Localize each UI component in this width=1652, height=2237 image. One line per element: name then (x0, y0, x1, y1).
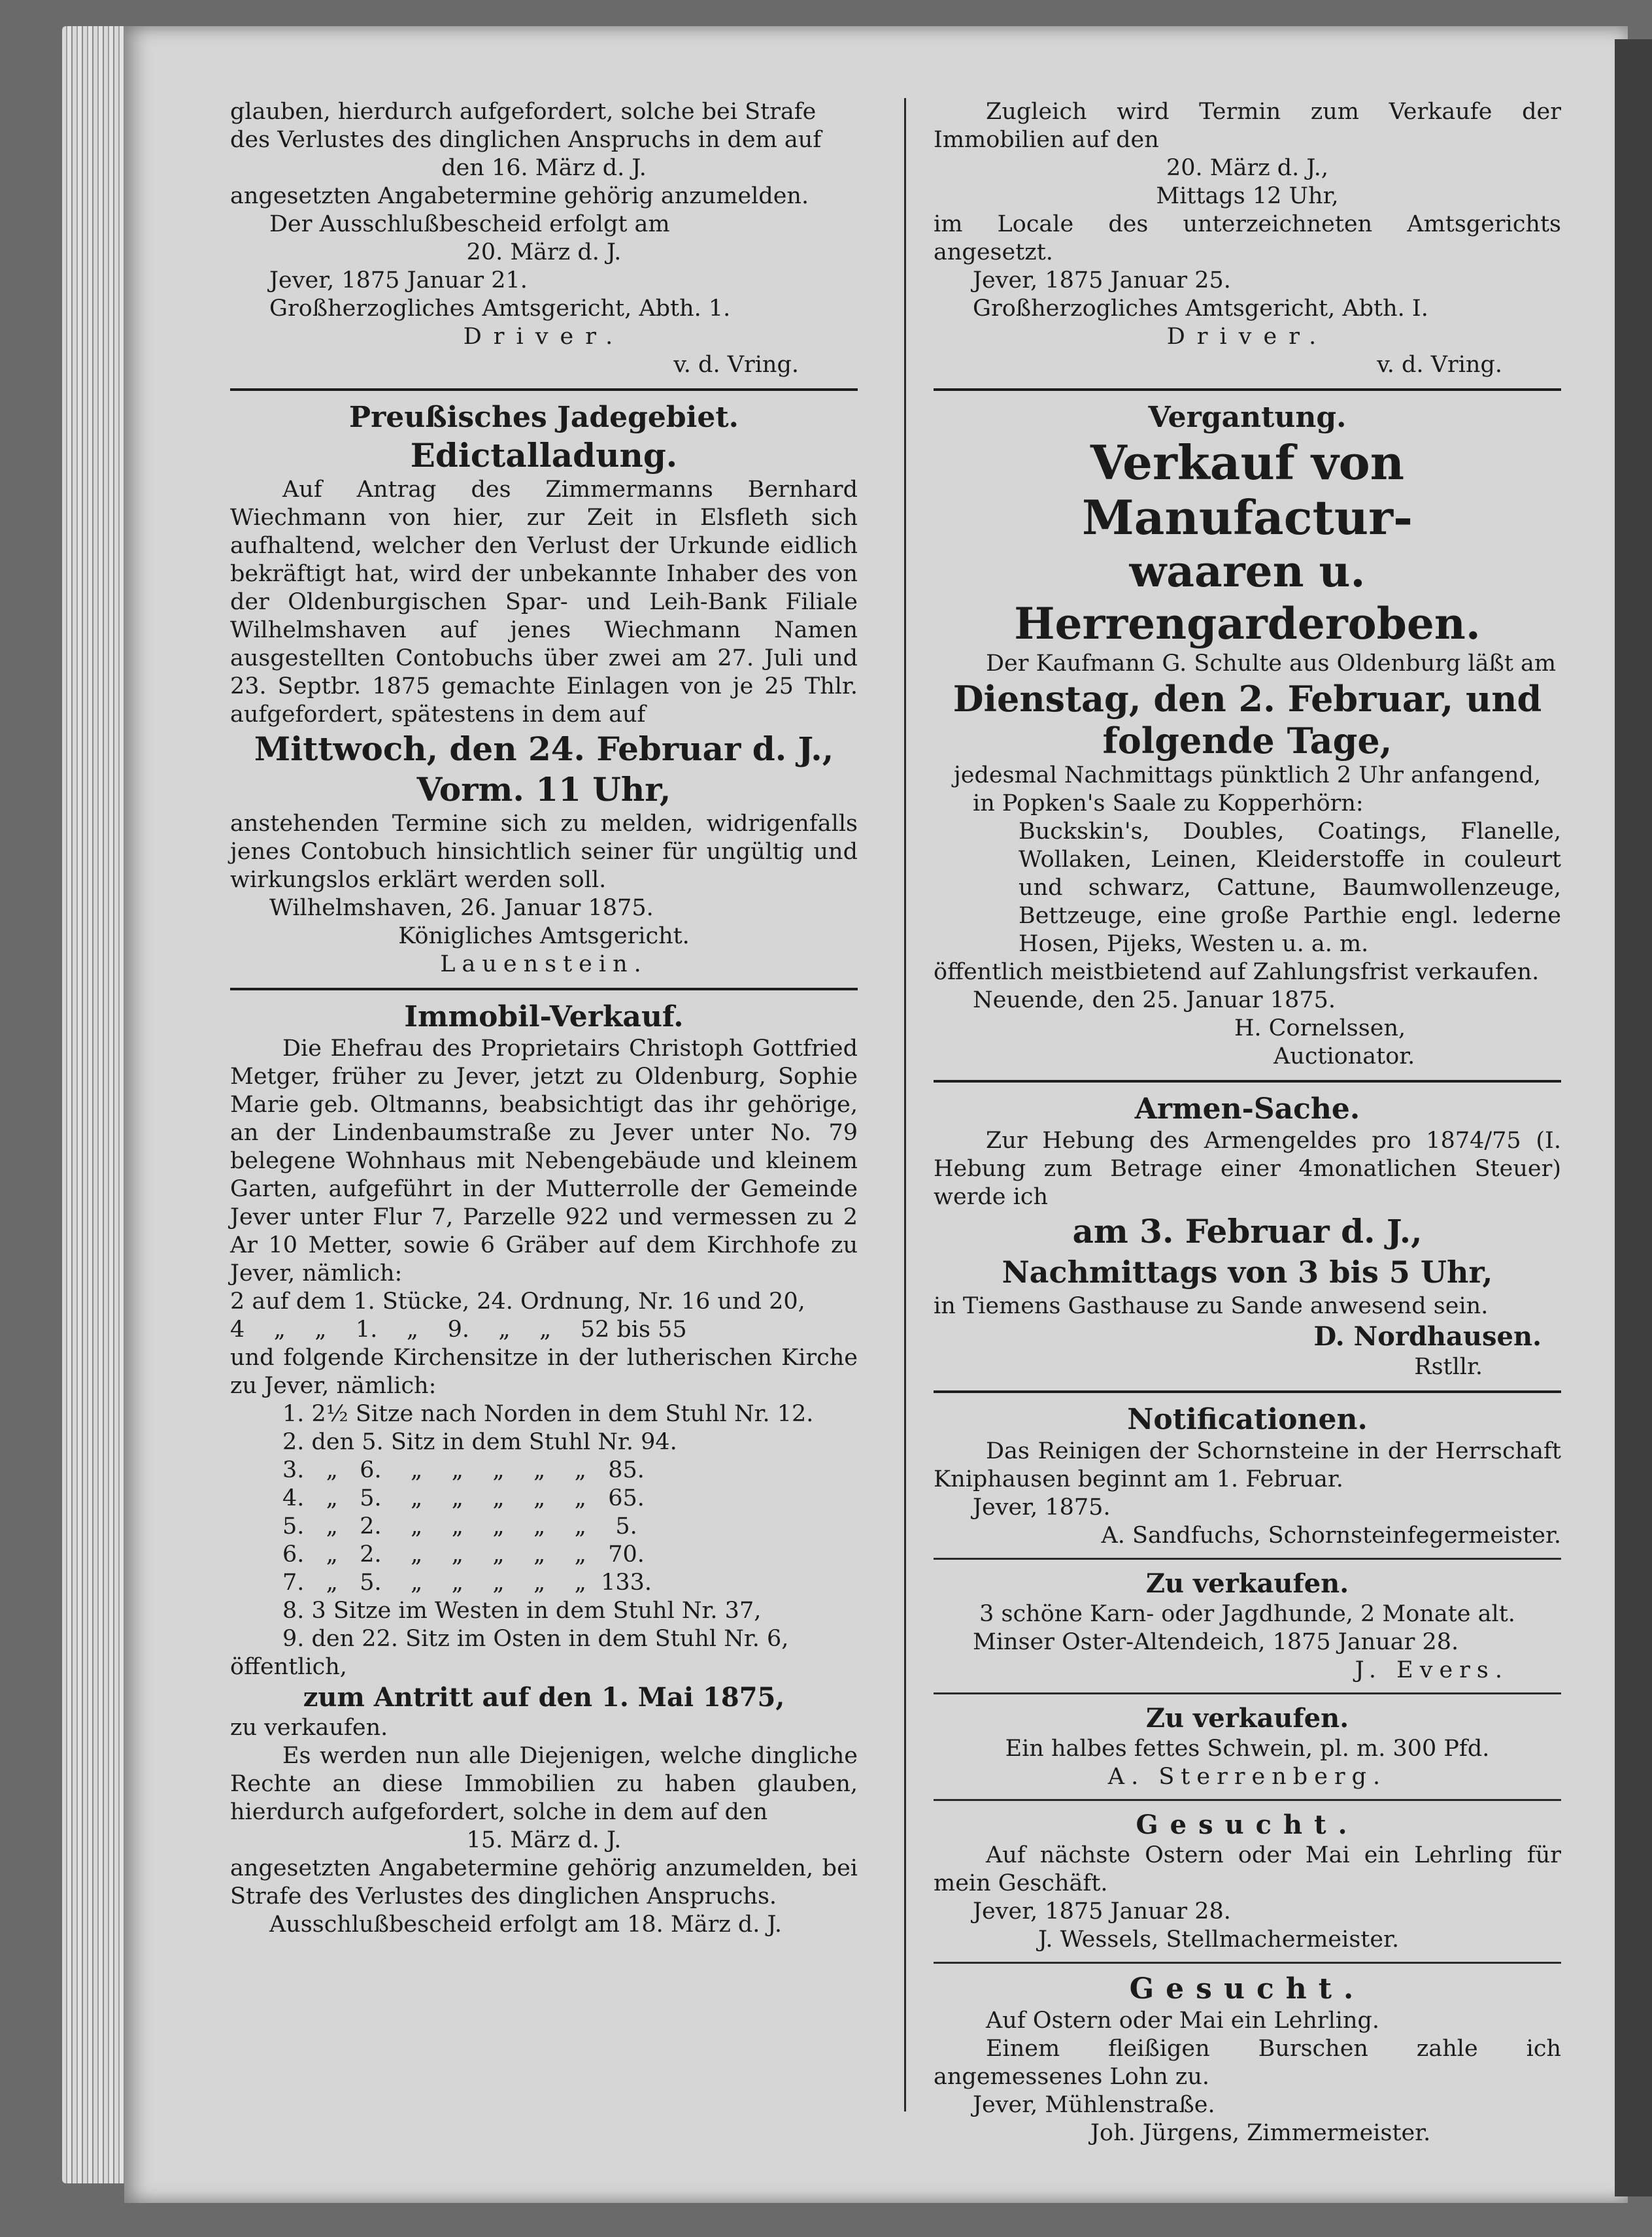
time-line: jedesmal Nachmittags pünktlich 2 Uhr anfangend, (953, 762, 1542, 788)
place-date: Jever, 1875 Januar 28. (973, 1898, 1231, 1925)
left-column (230, 98, 858, 1939)
text-line: öffentlich meistbietend auf Zahlungsfrist verkaufen. (934, 959, 1540, 985)
ad-date: zum Antritt auf den 1. Mai 1875, (303, 1682, 785, 1713)
signature: v. d. Vring. (1377, 352, 1502, 378)
list-item: 9. den 22. Sitz im Osten in dem Stuhl Nr. 6, (282, 1626, 789, 1652)
ad-body: Einem fleißigen Burschen zahle ich angemessenes Lohn zu. (934, 2036, 1561, 2090)
court-name: Großherzogliches Amtsgericht, Abth. I. (973, 295, 1428, 322)
list-item: 4. „ 5. „ „ „ „ „ 65. (282, 1485, 645, 1511)
place-date: Minser Oster-Altendeich, 1875 Januar 28. (973, 1629, 1459, 1655)
ad-title: Gesucht. (1129, 1972, 1366, 2006)
ad-body: Auf Ostern oder Mai ein Lehrling. (986, 2008, 1380, 2034)
ad-time: Vorm. 11 Uhr, (416, 770, 671, 809)
list-item: 2. den 5. Sitz in dem Stuhl Nr. 94. (282, 1429, 677, 1455)
place-date: Wilhelmshaven, 26. Januar 1875. (269, 895, 654, 921)
ad-body: Auf nächste Ostern oder Mai ein Lehrling für mein Geschäft. (934, 1842, 1561, 1896)
text-line: Ausschlußbescheid erfolgt am 18. März d. J. (269, 1911, 782, 1938)
ad-body: angesetzten Angabetermine gehörig anzumelden, bei Strafe des Verlustes des dinglichen Anspruchs. (230, 1855, 858, 1909)
text-line: glauben, hierdurch aufgefordert, solche bei Strafe (230, 99, 817, 125)
list-item: 6. „ 2. „ „ „ „ „ 70. (282, 1541, 645, 1568)
ad-time: Nachmittags von 3 bis 5 Uhr, (1002, 1254, 1493, 1290)
place-date: Jever, 1875. (973, 1494, 1111, 1521)
ad-heading: Vergantung. (1148, 401, 1347, 434)
ad-title: waaren u. Herrengarderoben. (1014, 546, 1481, 649)
ad-body: Auf Antrag des Zimmermanns Bernhard Wiechmann von hier, zur Zeit in Elsfleth sich aufhaltend, welcher den Verlust der Urkunde eidlich bekräftigt hat, wird der unbekannte Inhaber des von der Oldenburgischen Spar- und Leih-Bank Filiale Wilhelmshaven auf jenes Wiechmann Namen ausgestellten Contobuchs über zwei am 27. Juli und 23. Septbr. 1875 gemachte Einlagen von je 25 Thlr. aufgefordert, spätestens in dem auf (230, 477, 858, 728)
ad-body: Ein halbes fettes Schwein, pl. m. 300 Pfd. (1005, 1736, 1490, 1762)
signature: v. d. Vring. (673, 352, 799, 378)
ad-title: Gesucht. (1136, 1809, 1359, 1840)
signature: D. Nordhausen. (1313, 1321, 1542, 1352)
signature: A. Sandfuchs, Schornsteinfegermeister. (1101, 1522, 1561, 1549)
court-name: Königliches Amtsgericht. (398, 923, 690, 949)
goods-list: Buckskin's, Doubles, Coatings, Flanelle, Wollaken, Leinen, Kleiderstoffe in couleurt und schwarz, Cattune, Baumwollenzeuge, Bettzeuge, eine große Parthie engl. lederne Hosen, Pijeks, Westen u. a. m. (1019, 818, 1561, 957)
ad-title: Verkauf von Manufactur- (1082, 435, 1413, 545)
place-date: Jever, Mühlenstraße. (973, 2092, 1215, 2118)
signature: J. Evers. (1355, 1657, 1509, 1683)
ad-date: Mittwoch, den 24. Februar d. J., (254, 730, 834, 768)
court-name: Großherzogliches Amtsgericht, Abth. 1. (269, 295, 731, 322)
list-item: 1. 2½ Sitze nach Norden in dem Stuhl Nr. 12. (282, 1401, 814, 1427)
separator (934, 1558, 1561, 1560)
ad-body: Zur Hebung des Armengeldes pro 1874/75 (I. Hebung zum Betrage einer 4monatlichen Steuer) werde ich (934, 1128, 1561, 1210)
seats-list (230, 1400, 858, 1653)
text-line: Zugleich wird Termin zum Verkaufe der Immobilien auf den (934, 99, 1561, 153)
separator (230, 388, 858, 391)
place-date: Jever, 1875 Januar 25. (973, 267, 1231, 294)
ad-heading: Preußisches Jadegebiet. (349, 401, 739, 434)
date-line: 20. März d. J. (466, 239, 622, 265)
date-line: 15. März d. J. (466, 1827, 622, 1853)
time-line: Mittags 12 Uhr, (1156, 183, 1339, 209)
list-item: 4 „ „ 1. „ 9. „ „ 52 bis 55 (230, 1317, 687, 1343)
separator (934, 1080, 1561, 1083)
separator (934, 1390, 1561, 1393)
separator (934, 1692, 1561, 1694)
text-line: im Locale des unterzeichneten Amtsgerichts angesetzt. (934, 211, 1561, 265)
list-item: 3. „ 6. „ „ „ „ „ 85. (282, 1457, 645, 1483)
ad-title: Immobil-Verkauf. (404, 1000, 684, 1034)
list-item: 5. „ 2. „ „ „ „ „ 5. (282, 1513, 637, 1539)
date-line: den 16. März d. J. (441, 155, 647, 181)
signature: Driver. (1166, 324, 1328, 350)
ad-body: Die Ehefrau des Proprietairs Christoph Gottfried Metger, früher zu Jever, jetzt zu Oldenburg, Sophie Marie geb. Oltmanns, beabsichtigt das ihr gehörige, an der Lindenbaumstraße zu Jever unter No. 79 belegene Wohnhaus mit Nebengebäude und kleinem Garten, aufgeführt in der Mutterrolle der Gemeinde Jever unter Flur 7, Parzelle 922 und vermessen zu 2 Ar 10 Metter, sowie 6 Gräber auf dem Kirchhofe zu Jever, nämlich: (230, 1035, 858, 1287)
separator (934, 388, 1561, 391)
signature: A. Sterrenberg. (1107, 1764, 1387, 1790)
text-line: angesetzten Angabetermine gehörig anzumelden. (230, 183, 809, 209)
right-column (934, 98, 1561, 2147)
text-line: Der Ausschlußbescheid erfolgt am (269, 211, 670, 237)
ad-date: folgende Tage, (1102, 720, 1392, 762)
signature: Joh. Jürgens, Zimmermeister. (1090, 2120, 1431, 2146)
place-date: Neuende, den 25. Januar 1875. (973, 987, 1336, 1013)
ad-body: Es werden nun alle Diejenigen, welche dingliche Rechte an diese Immobilien zu haben glauben, hierdurch aufgefordert, solche in dem auf den (230, 1743, 858, 1825)
separator (230, 988, 858, 990)
list-item: 8. 3 Sitze im Westen in dem Stuhl Nr. 37, (282, 1598, 762, 1624)
signature: Lauenstein. (440, 951, 648, 977)
list-item: 7. „ 5. „ „ „ „ „ 133. (282, 1570, 652, 1596)
signature: J. Wessels, Stellmachermeister. (1038, 1926, 1400, 1953)
date-line: 20. März d. J., (1166, 155, 1328, 181)
signature-role: Auctionator. (1273, 1043, 1415, 1069)
separator (934, 1962, 1561, 1964)
separator (934, 1799, 1561, 1801)
ad-title: Armen-Sache. (1134, 1092, 1360, 1126)
ad-body: Der Kaufmann G. Schulte aus Oldenburg läßt am (986, 650, 1557, 677)
ad-title: Edictalladung. (410, 436, 678, 475)
ad-body: anstehenden Termine sich zu melden, widrigenfalls jenes Contobuch hinsichtlich seiner für ungültig und wirkungslos erklärt werden soll. (230, 811, 858, 893)
ad-title: Notificationen. (1127, 1403, 1368, 1436)
ad-body: 3 schöne Karn- oder Jagdhunde, 2 Monate alt. (979, 1601, 1515, 1627)
ad-title: Zu verkaufen. (1145, 1703, 1349, 1734)
place-line: in Popken's Saale zu Kopperhörn: (973, 790, 1364, 816)
ad-date: am 3. Februar d. J., (1072, 1212, 1423, 1251)
signature: Driver. (463, 324, 625, 350)
column-divider (904, 98, 906, 2111)
ad-body: Das Reinigen der Schornsteine in der Herrschaft Kniphausen beginnt am 1. Februar. (934, 1438, 1561, 1492)
ad-body: und folgende Kirchensitze in der lutherischen Kirche zu Jever, nämlich: (230, 1345, 858, 1399)
text-line: zu verkaufen. (230, 1715, 388, 1741)
signature-role: Rstllr. (1414, 1354, 1483, 1380)
signature: H. Cornelssen, (1234, 1015, 1406, 1041)
text-line: des Verlustes des dinglichen Anspruchs in dem auf (230, 127, 822, 153)
list-item: 2 auf dem 1. Stücke, 24. Ordnung, Nr. 16 und 20, (230, 1288, 805, 1315)
ad-date: Dienstag, den 2. Februar, und (952, 678, 1542, 720)
text-line: öffentlich, (230, 1654, 347, 1680)
place-date: Jever, 1875 Januar 21. (269, 267, 528, 294)
binding-strip (1615, 39, 1652, 2196)
ad-title: Zu verkaufen. (1145, 1568, 1349, 1599)
place-line: in Tiemens Gasthause zu Sande anwesend sein. (934, 1293, 1489, 1319)
